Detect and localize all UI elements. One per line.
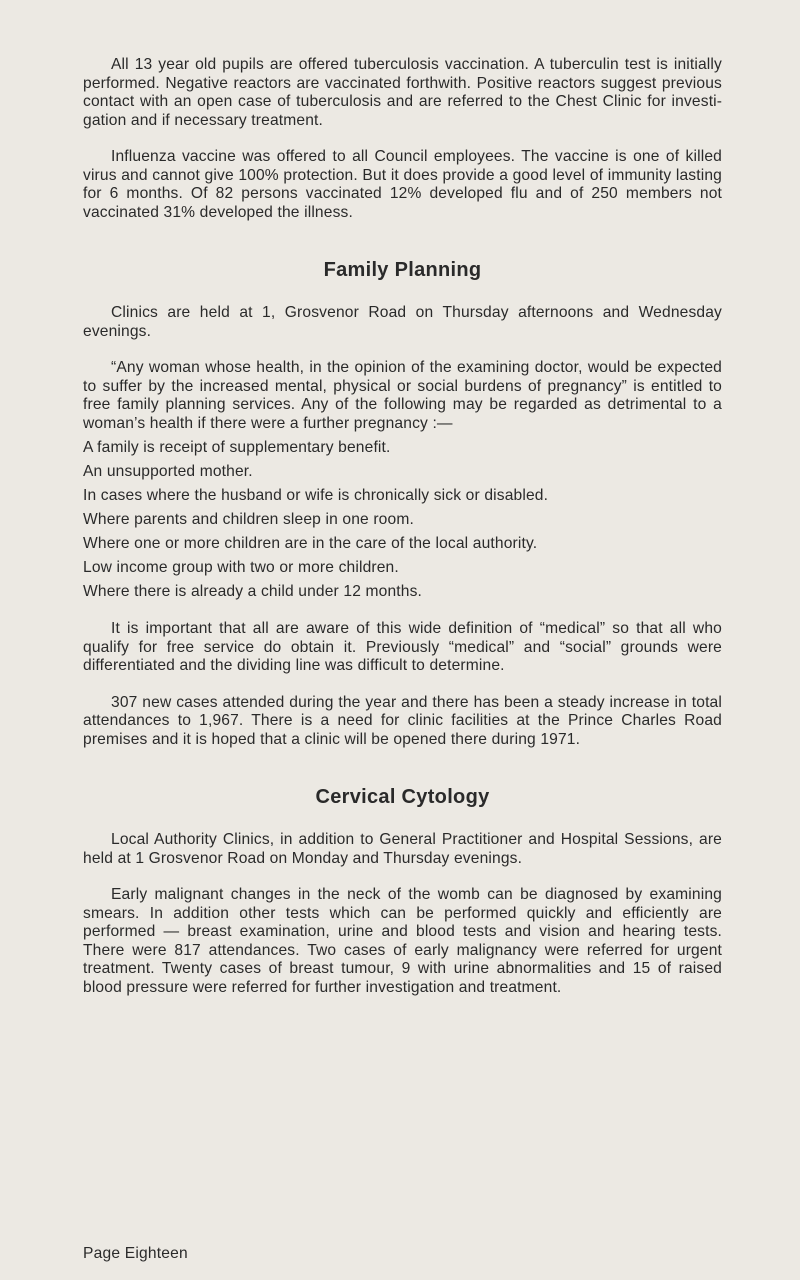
family-planning-quote: “Any woman whose health, in the opinion of the examining doctor, would be expected to suffer by the increased mental, physical or social burdens of pregnancy” is entitled to free family planning services. Any of the following may be regarded as detrimental to a woman’s health if there were a further pregnancy :— — [83, 359, 722, 432]
attendance-paragraph: 307 new cases attended during the year and there has been a steady increase in total attendances to 1,967. There is a need for clinic facilities at the Prince Charles Road premises and it is hoped that a clinic will be opened there during 1971. — [83, 693, 722, 748]
list-item: In cases where the husband or wife is chronically sick or disabled. — [83, 487, 549, 504]
list-item: A family is receipt of supplementary benefit. — [83, 439, 391, 456]
cervical-cytology-detail: Early malignant changes in the neck of the womb can be diagnosed by examining smears. In addition other tests which can be performed quickly and efficiently are performed — breast examination, urine and blood tests and vision and hearing tests. There were 817 attendances. Two cases of early malignancy were referred for urgent treatment. Twenty cases of breast tumour, 9 with urine abnormalities and 15 of raised blood pressure were referred for further investigation and treatment. — [83, 886, 722, 996]
list-item: Where parents and children sleep in one room. — [83, 511, 414, 528]
family-planning-intro: Clinics are held at 1, Grosvenor Road on Thursday afternoons and Wednesday evenings. — [83, 304, 722, 340]
tuberculosis-paragraph: All 13 year old pupils are offered tuberculosis vaccination. A tuberculin test is initially performed. Negative reactors are vaccinated forthwith. Positive reactors suggest previous contact with an open case of tuberculosis and are referred to the Chest Clinic for investigation and if necessary treatment. — [83, 56, 722, 129]
family-planning-heading: Family Planning — [323, 259, 482, 281]
page-number: Page Eighteen — [83, 1245, 188, 1262]
definition-paragraph: It is important that all are aware of this wide definition of “medical” so that all who qualify for free service do obtain it. Previously “medical” and “social” grounds were differentiated and the dividing line was difficult to determine. — [83, 620, 722, 674]
list-item: An unsupported mother. — [83, 463, 253, 480]
cervical-cytology-intro: Local Authority Clinics, in addition to General Practitioner and Hospital Sessions, are held at 1 Grosvenor Road on Monday and Thursday evenings. — [83, 831, 722, 867]
influenza-paragraph: Influenza vaccine was offered to all Council employees. The vaccine is one of killed virus and cannot give 100% protection. But it does provide a good level of immunity lasting for 6 months. Of 82 persons vaccinated 12% developed flu and of 250 members not vaccinated 31% developed the illness. — [83, 148, 722, 221]
detrimental-conditions-list — [83, 436, 722, 604]
list-item: Where there is already a child under 12 months. — [83, 583, 423, 600]
list-item: Where one or more children are in the care of the local authority. — [83, 535, 538, 552]
cervical-cytology-heading: Cervical Cytology — [315, 786, 490, 808]
list-item: Low income group with two or more children. — [83, 559, 399, 576]
